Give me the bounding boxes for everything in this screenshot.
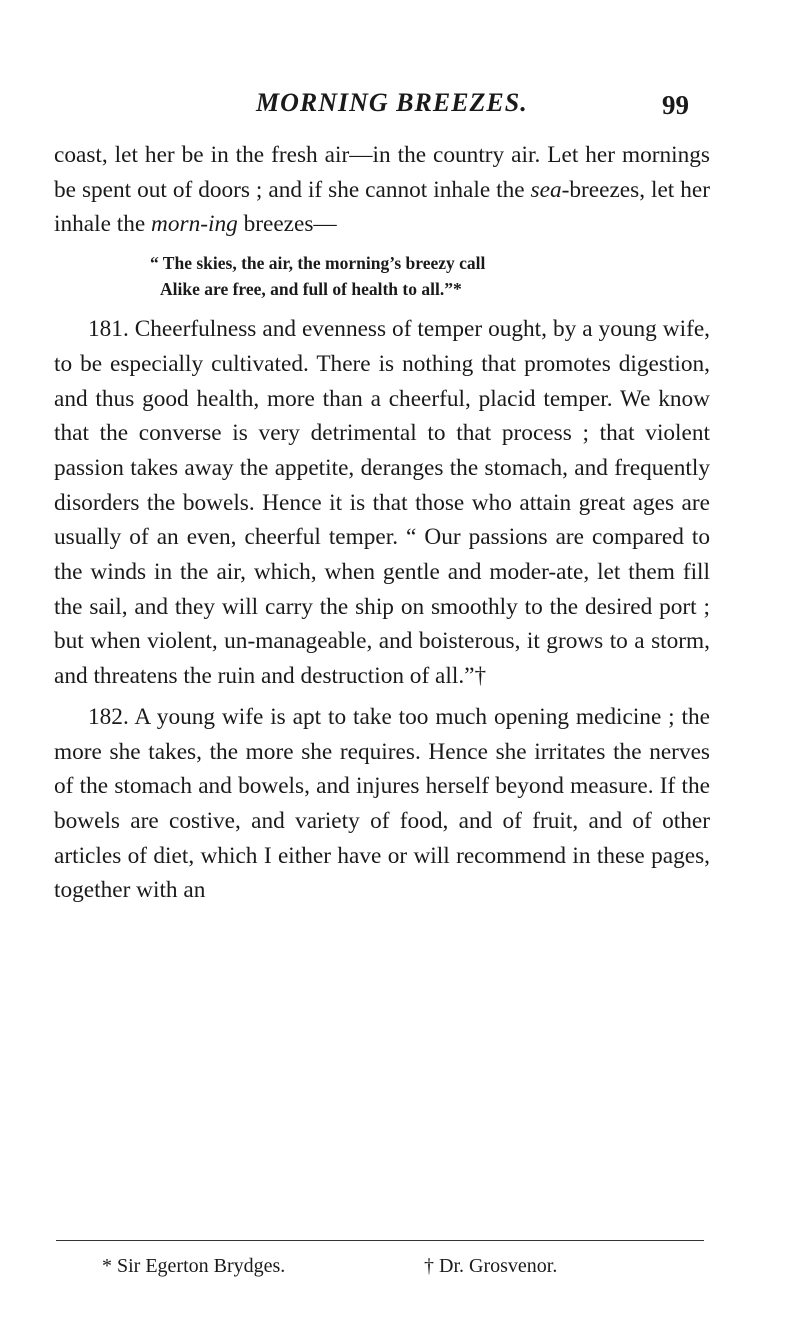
text-run: coast, let her be in the fresh air—in the country air. Let her mornings be spent out of doors ; and if she cannot inhale the <box>54 142 710 203</box>
text-run: -breezes, let her inhale the <box>54 176 710 238</box>
footnote-divider <box>56 1240 704 1241</box>
running-title: MORNING BREEZES. <box>256 88 528 117</box>
page-number: 99 <box>662 90 689 120</box>
verse-line-2: Alike are free, and full of health to all.”* <box>160 279 462 300</box>
body-text <box>54 138 710 908</box>
emphasis-morning: morn-ing <box>151 211 238 238</box>
emphasis-sea: sea <box>530 176 562 203</box>
paragraph-182: 182. A young wife is apt to take too much opening medicine ; the more she takes, the more she requires. Hence she irritates the nerves of the stomach and bowels, and injures herself beyond measure. If the bowels are costive, and variety of food, and of fruit, and of other articles of diet, which I either have or will recommend in these pages, together with an <box>54 703 710 904</box>
footnote-2: † Dr. Grosvenor. <box>424 1255 558 1277</box>
verse-line-1: “ The skies, the air, the morning’s breezy call <box>150 253 486 274</box>
verse-quotation <box>150 250 710 302</box>
paragraph-181: 181. Cheerfulness and evenness of temper ought, by a young wife, to be especially cultivated. There is nothing that promotes digestion, and thus good health, more than a cheerful, placid temper. We know that the converse is very detrimental to that process ; that violent passion takes away the appetite, deranges the stomach, and frequently disorders the bowels. Hence it is that those who attain great ages are usually of an even, cheerful temper. “ Our passions are compared to the winds in the air, which, when gentle and moder-ate, let them fill the sail, and they will carry the ship on smoothly to the desired port ; but when violent, un-manageable, and boisterous, it grows to a storm, and threatens the ruin and destruction of all.”† <box>54 316 710 690</box>
paragraph-continuation <box>54 138 710 242</box>
footnote-1: * Sir Egerton Brydges. <box>102 1255 286 1277</box>
text-run: breezes— <box>237 211 337 238</box>
